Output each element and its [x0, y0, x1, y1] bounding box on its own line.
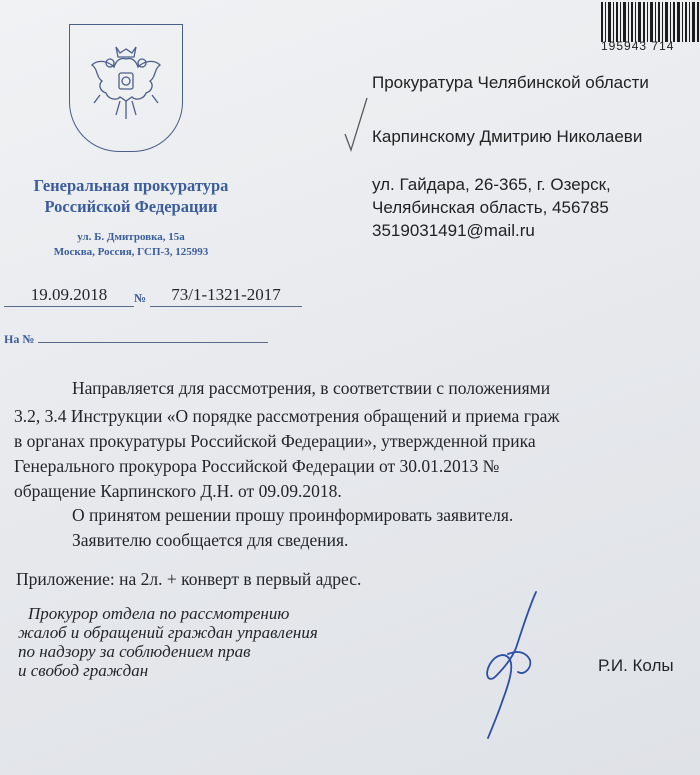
org-address-line2: Москва, Россия, ГСП-3, 125993	[53, 246, 209, 258]
recipient-region: Челябинская область, 456785	[372, 198, 609, 217]
reference-label: На №	[4, 332, 35, 346]
org-address-line1: ул. Б. Дмитровка, 15а	[77, 231, 185, 243]
org-name-line1: Генеральная прокуратура	[33, 176, 229, 195]
org-name-line2: Российской Федерации	[44, 197, 218, 216]
body-para-2: О принятом решении прошу проинформировать заявителя.	[72, 505, 514, 525]
org-name	[0, 175, 262, 217]
number-label: №	[134, 291, 147, 305]
body-line-3: в органах прокуратуры Российской Федерации», утвержденной прика	[14, 431, 536, 451]
signatory-line-4: и свобод граждан	[18, 661, 149, 680]
double-headed-eagle-emblem-icon	[86, 39, 166, 125]
signatory-line-1: Прокурор отдела по рассмотрению	[28, 604, 290, 623]
org-address	[0, 230, 262, 260]
attachment-note: Приложение: на 2л. + конверт в первый адрес.	[16, 569, 362, 589]
checkmark-icon	[343, 94, 373, 154]
body-line-1: Направляется для рассмотрения, в соответствии с положениями	[72, 378, 551, 398]
barcode-number: 195943 714	[601, 39, 675, 53]
recipient-org: Прокуратура Челябинской области	[372, 73, 649, 92]
signatory-name: Р.И. Колы	[598, 656, 674, 675]
body-line-4: Генерального прокурора Российской Федерации от 30.01.2013 №	[14, 456, 500, 476]
document-number: 73/1-1321-2017	[150, 284, 302, 307]
body-para-3: Заявителю сообщается для сведения.	[72, 530, 349, 550]
recipient-email: 3519031491@mail.ru	[372, 221, 535, 240]
body-line-5: обращение Карпинского Д.Н. от 09.09.2018.	[14, 481, 342, 501]
reference-line	[38, 342, 268, 343]
body-line-2: 3.2, 3.4 Инструкции «О порядке рассмотрения обращений и приема граж	[14, 406, 560, 426]
recipient-person: Карпинскому Дмитрию Николаеви	[372, 127, 643, 146]
signatory-line-3: по надзору за соблюдением прав	[18, 642, 251, 661]
handwritten-signature	[478, 590, 548, 740]
emblem-frame	[69, 24, 183, 152]
barcode-icon	[601, 2, 700, 42]
signatory-line-2: жалоб и обращений граждан управления	[18, 623, 318, 642]
document-date: 19.09.2018	[4, 284, 134, 307]
recipient-street: ул. Гайдара, 26-365, г. Озерск,	[372, 175, 611, 194]
